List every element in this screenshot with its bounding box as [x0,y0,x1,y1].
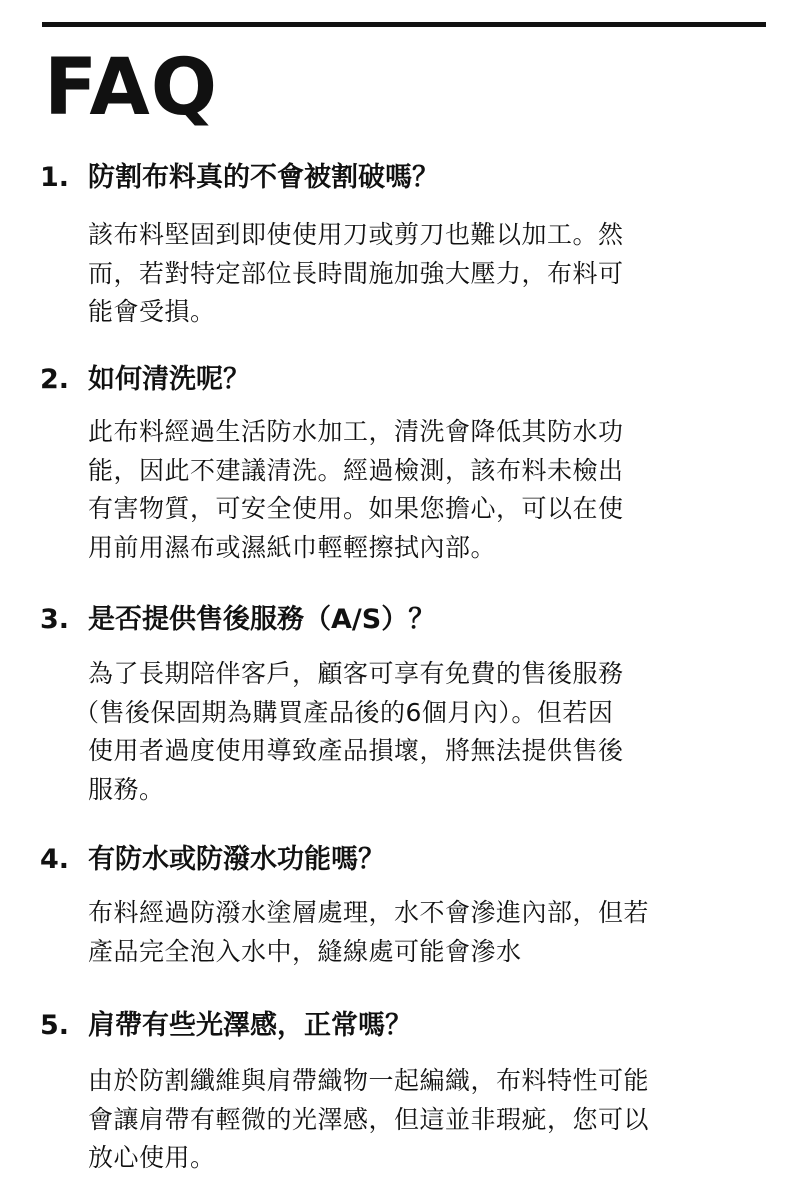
faq-answer-line: （售後保固期為購買產品後的6個月內）。但若因 [74,697,614,727]
faq-answer-line: 放心使用。 [88,1143,216,1172]
faq-answer-line: 有害物質，可安全使用。如果您擔心，可以在使 [88,494,624,523]
faq-question-4 [40,840,385,880]
faq-answer-line: 產品完全泡入水中，縫線處可能會滲水 [88,936,522,966]
top-rule [42,22,766,27]
faq-question-text: 防割布料真的不會被割破嗎？ [88,162,439,193]
faq-number: 3. [40,604,70,635]
faq-question-1 [40,158,439,198]
faq-question-text: 是否提供售後服務（A/S）？ [88,604,436,635]
faq-answer-3 [74,655,738,809]
faq-answer-line: 此布料經過生活防水加工，清洗會降低其防水功 [88,417,624,446]
faq-answer-line: 該布料堅固到即使使用刀或剪刀也難以加工。然 [88,220,624,249]
faq-question-5 [40,1006,412,1046]
faq-answer-2 [88,413,738,567]
faq-answer-line: 由於防割纖維與肩帶織物一起編織，布料特性可能 [88,1066,650,1095]
faq-answer-5 [88,1062,738,1178]
faq-number: 4. [40,844,70,875]
faq-answer-line: 能，因此不建議清洗。經過檢測，該布料未檢出 [88,455,624,485]
faq-answer-line: 會讓肩帶有輕微的光澤感，但這並非瑕疵，您可以 [88,1104,650,1134]
faq-answer-line: 為了長期陪伴客戶，顧客可享有免費的售後服務 [88,659,624,688]
faq-answer-line: 而，若對特定部位長時間施加強大壓力，布料可 [88,258,624,288]
faq-question-text: 如何清洗呢？ [88,364,250,395]
faq-answer-line: 用前用濕布或濕紙巾輕輕擦拭內部。 [88,532,497,562]
faq-question-3 [40,600,435,640]
faq-number: 5. [40,1010,70,1041]
faq-answer-1 [88,216,738,332]
faq-question-2 [40,360,250,400]
faq-number: 1. [40,162,70,193]
faq-answer-line: 使用者過度使用導致產品損壞，將無法提供售後 [88,736,624,765]
faq-answer-line: 能會受損。 [88,297,216,326]
faq-number: 2. [40,364,70,395]
faq-question-text: 有防水或防潑水功能嗎？ [88,844,385,875]
page-title: FAQ [44,43,219,133]
faq-answer-line: 布料經過防潑水塗層處理，水不會滲進內部，但若 [88,898,650,927]
faq-question-text: 肩帶有些光澤感，正常嗎？ [88,1010,412,1041]
faq-answer-line: 服務。 [88,774,165,804]
faq-answer-4 [88,894,738,971]
